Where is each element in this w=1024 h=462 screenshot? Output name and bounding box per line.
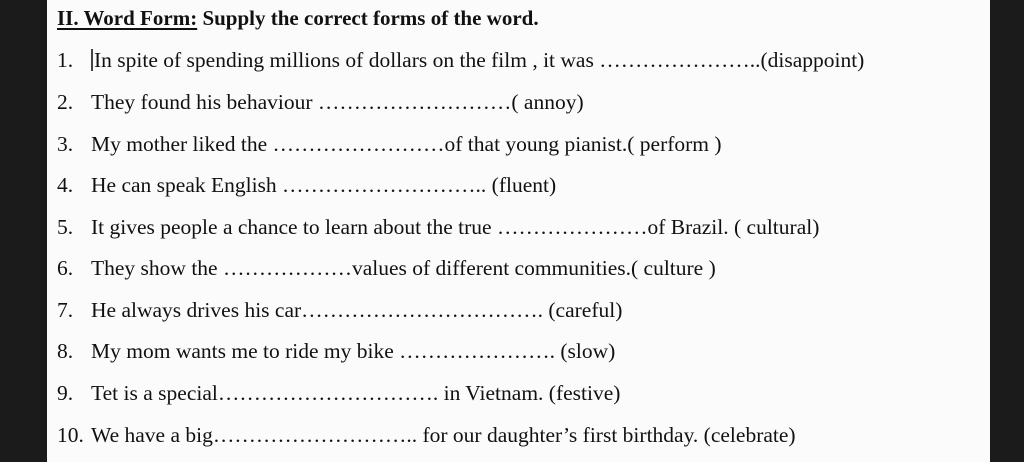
item-number: 9. bbox=[57, 380, 74, 405]
item-text: He can speak English ……………………….. (fluent) bbox=[91, 172, 557, 197]
exercise-item bbox=[57, 212, 819, 242]
item-number: 10. bbox=[57, 422, 84, 447]
item-text: They found his behaviour ………………………( annoy) bbox=[91, 89, 584, 114]
item-text: In spite of spending millions of dollars on the film , it was …………………..(disappoint) bbox=[94, 47, 865, 72]
item-number: 7. bbox=[57, 297, 74, 322]
section-heading-text: Supply the correct forms of the word. bbox=[197, 6, 539, 30]
item-number: 1. bbox=[57, 47, 74, 72]
item-number: 4. bbox=[57, 172, 74, 197]
exercise-item bbox=[57, 87, 584, 117]
exercise-item bbox=[57, 129, 722, 159]
exercise-item bbox=[57, 420, 796, 450]
exercise-list bbox=[47, 0, 990, 462]
exercise-item bbox=[57, 295, 622, 325]
item-text: They show the ………………values of different communities.( culture ) bbox=[91, 255, 716, 280]
text-cursor bbox=[91, 49, 93, 71]
item-text: He always drives his car……………………………. (careful) bbox=[91, 297, 623, 322]
item-number: 2. bbox=[57, 89, 74, 114]
exercise-item bbox=[57, 45, 864, 75]
exercise-item bbox=[57, 253, 716, 283]
exercise-item bbox=[57, 378, 620, 408]
exercise-item bbox=[57, 336, 615, 366]
item-text: My mom wants me to ride my bike …………………. (slow) bbox=[91, 338, 616, 363]
item-number: 8. bbox=[57, 338, 74, 363]
item-number: 3. bbox=[57, 131, 74, 156]
exercise-item bbox=[57, 170, 556, 200]
item-text: My mother liked the ……………………of that young pianist.( perform ) bbox=[91, 131, 722, 156]
item-text: Tet is a special…………………………. in Vietnam. (festive) bbox=[91, 380, 621, 405]
section-heading-label: II. Word Form: bbox=[57, 6, 198, 30]
worksheet-page bbox=[47, 0, 990, 462]
item-text: We have a big……………………….. for our daughter’s first birthday. (celebrate) bbox=[91, 422, 796, 447]
item-number: 6. bbox=[57, 255, 74, 280]
item-text: It gives people a chance to learn about the true …………………of Brazil. ( cultural) bbox=[91, 214, 820, 239]
item-number: 5. bbox=[57, 214, 74, 239]
